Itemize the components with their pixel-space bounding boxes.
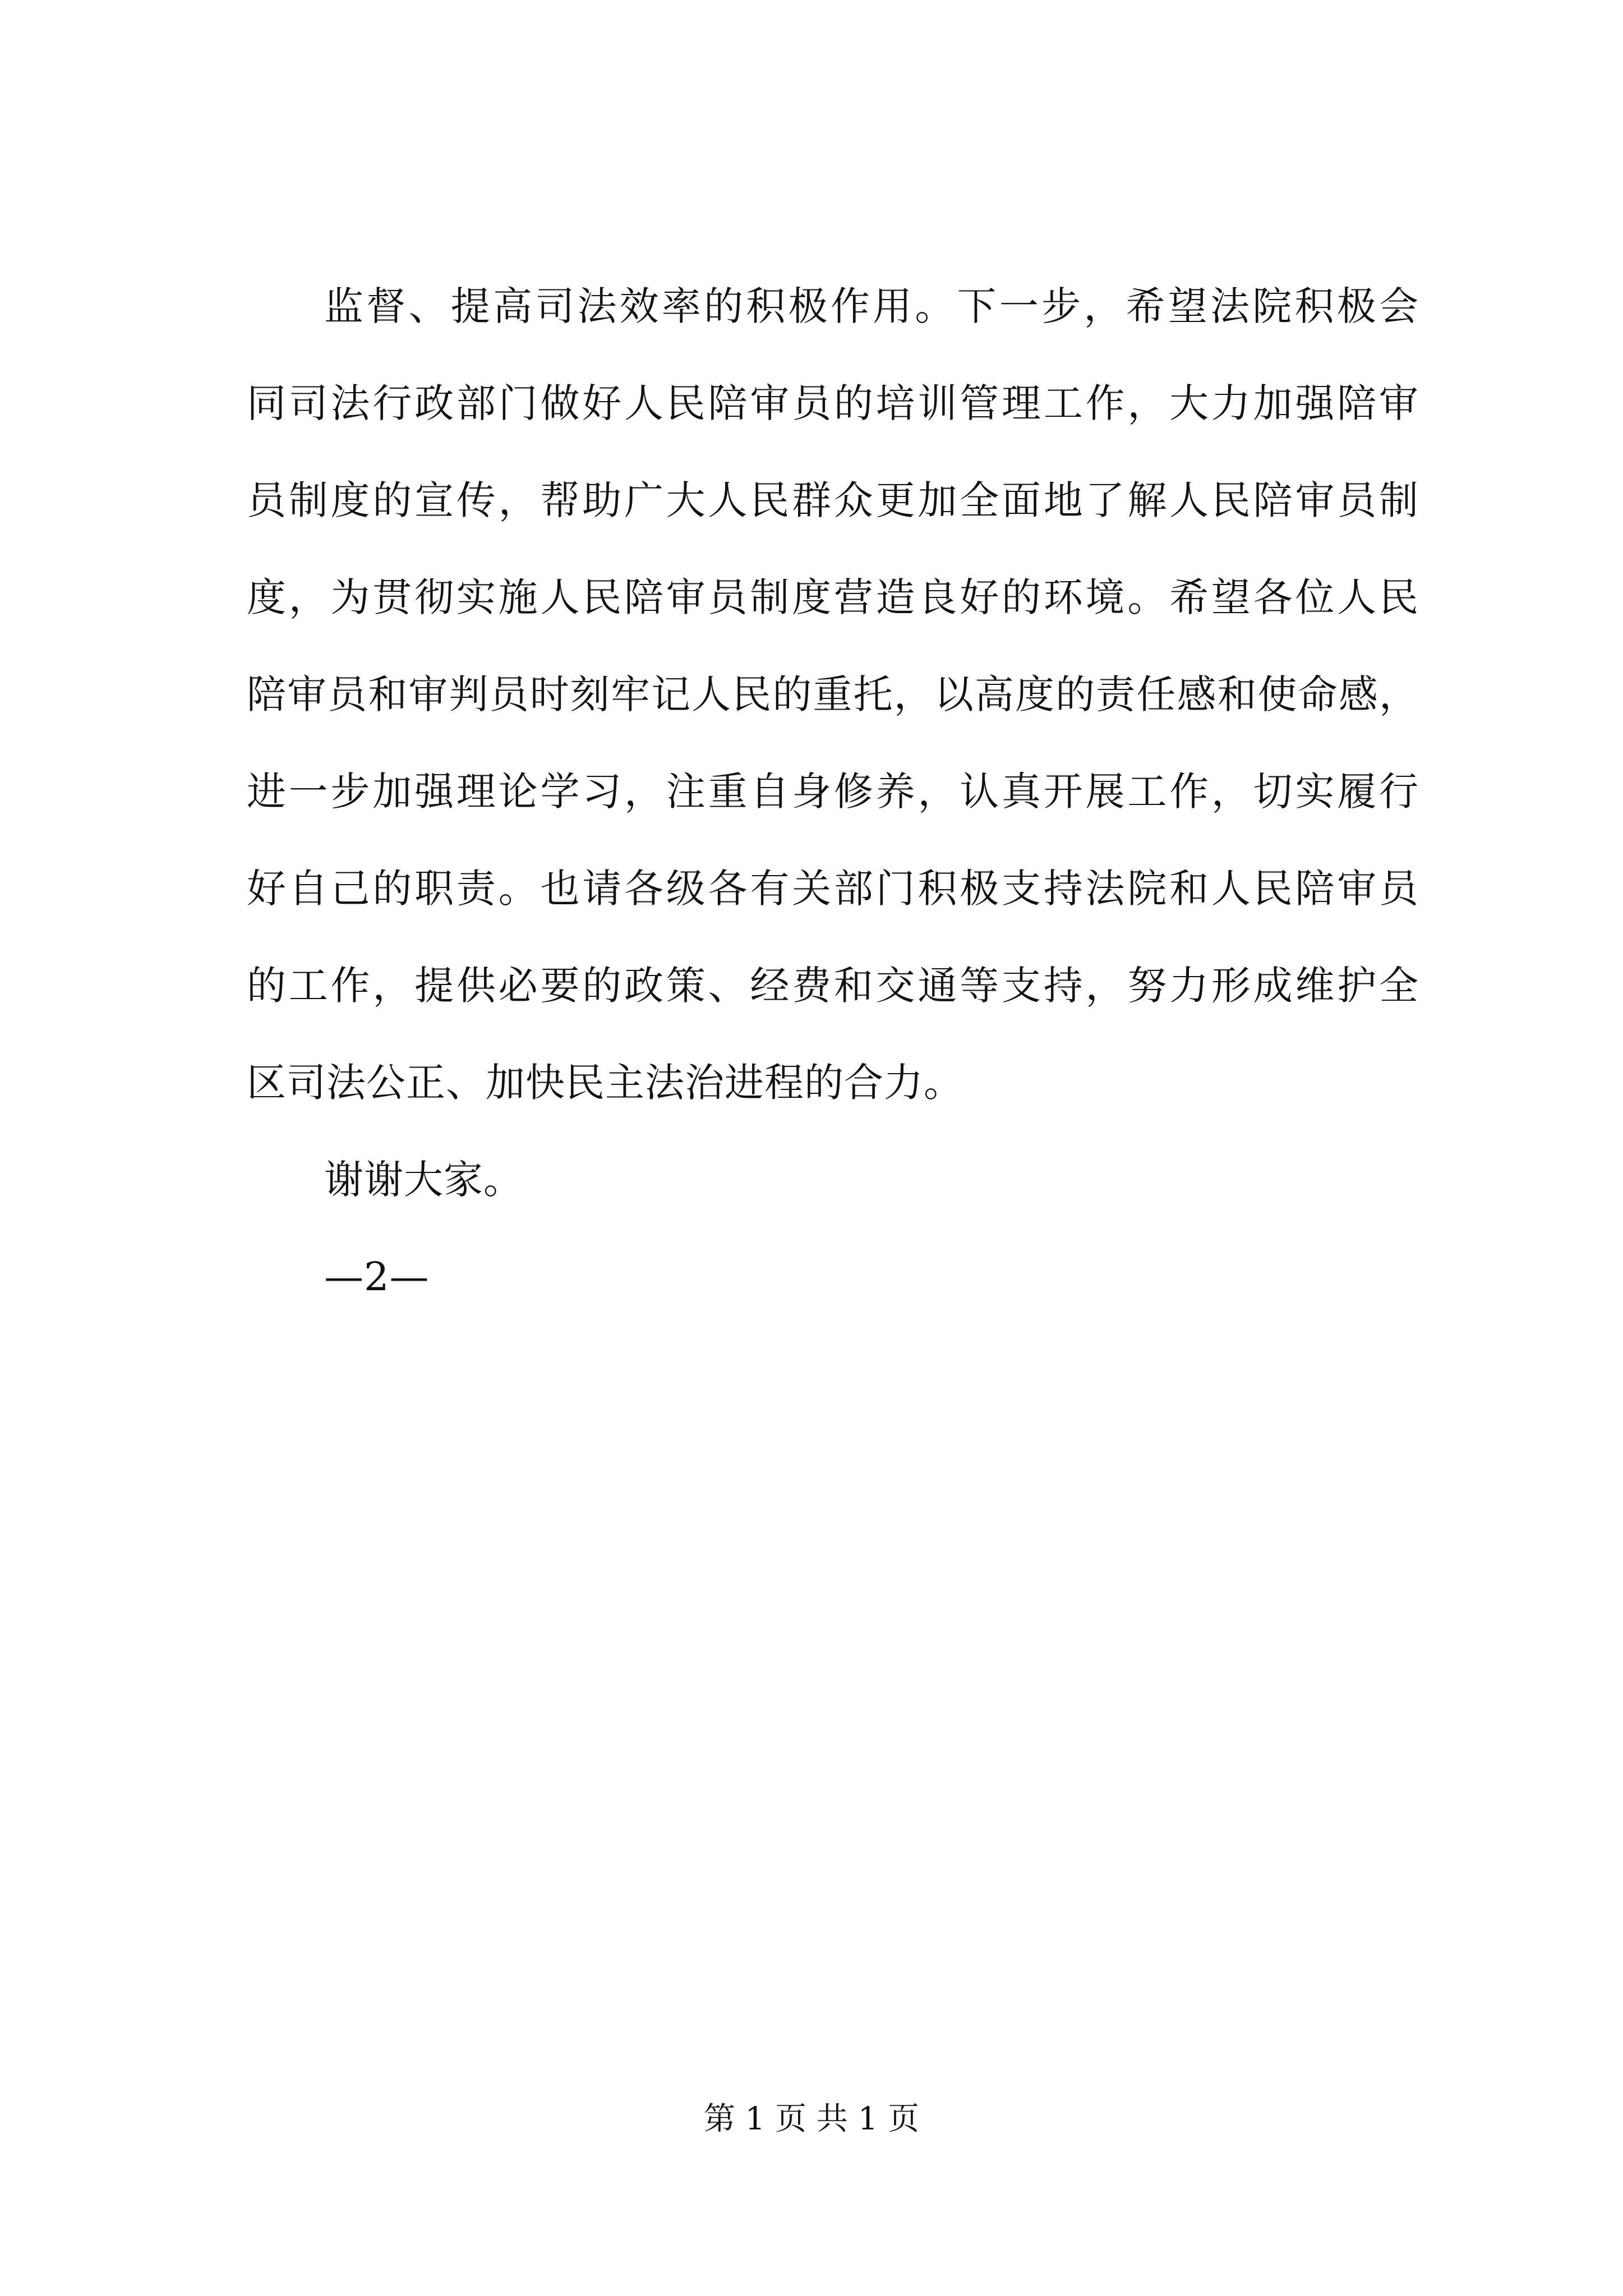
paragraph-line: 进一步加强理论学习，注重自身修养，认真开展工作，切实履行 <box>247 769 1419 815</box>
paragraph-line: 好自己的职责。也请各级各有关部门积极支持法院和人民陪审员 <box>247 866 1419 912</box>
inline-page-mark: —2— <box>324 1254 430 1300</box>
paragraph-line: 的工作，提供必要的政策、经费和交通等支持，努力形成维护全 <box>247 963 1419 1009</box>
paragraph-line: 同司法行政部门做好人民陪审员的培训管理工作，大力加强陪审 <box>247 380 1419 426</box>
closing-line: 谢谢大家。 <box>324 1157 523 1203</box>
document-body <box>247 258 1419 1326</box>
paragraph-line: 陪审员和审判员时刻牢记人民的重托，以高度的责任感和使命感， <box>247 671 1419 717</box>
paragraph-line: 区司法公正、加快民主法治进程的合力。 <box>247 1060 963 1106</box>
paragraph-line: 员制度的宣传，帮助广大人民群众更加全面地了解人民陪审员制 <box>247 477 1419 523</box>
paragraph-line: 监督、提高司法效率的积极作用。下一步，希望法院积极会 <box>324 283 1419 329</box>
paragraph-line: 度，为贯彻实施人民陪审员制度营造良好的环境。希望各位人民 <box>247 574 1419 620</box>
page-footer: 第 1 页 共 1 页 <box>703 2101 920 2137</box>
